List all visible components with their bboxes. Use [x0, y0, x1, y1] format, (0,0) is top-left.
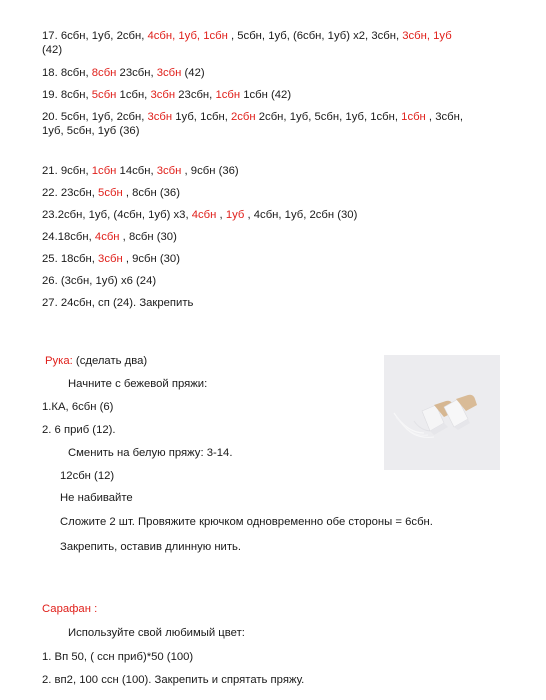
round-25: 25. 18сбн, 3сбн , 9сбн (30) [42, 253, 180, 265]
arm-step-1: 1.КА, 6сбн (6) [42, 401, 114, 413]
round-17-continued: (42) [42, 44, 63, 56]
arm-color-change: Сменить на белую пряжу: 3-14. [68, 447, 233, 459]
arm-fold-instruction: Сложите 2 шт. Провяжите крючком одновременно обе стороны = 6сбн. [60, 516, 433, 528]
round-27: 27. 24сбн, сп (24). Закрепить [42, 297, 194, 309]
round-19: 19. 8сбн, 5сбн 1сбн, 3сбн 23сбн, 1сбн 1сбн (42) [42, 89, 292, 101]
arm-finish: Закрепить, оставив длинную нить. [60, 541, 242, 553]
round-20-continued: 1уб, 5сбн, 1уб (36) [42, 125, 140, 137]
round-21: 21. 9сбн, 1сбн 14сбн, 3сбн , 9сбн (36) [42, 165, 239, 177]
dress-step-2: 2. вп2, 100 ссн (100). Закрепить и спрятать пряжу. [42, 674, 305, 686]
dress-heading: Сарафан : [42, 603, 98, 615]
round-20: 20. 5сбн, 1уб, 2сбн, 3сбн 1уб, 1сбн, 2сбн 2сбн, 1уб, 5сбн, 1уб, 1сбн, 1сбн , 3сбн, [42, 111, 463, 123]
arm-rows: 12сбн (12) [60, 470, 115, 482]
arms-photo [384, 355, 500, 470]
round-17: 17. 6сбн, 1уб, 2сбн, 4сбн, 1уб, 1сбн , 5сбн, 1уб, (6сбн, 1уб) x2, 3сбн, 3сбн, 1уб [42, 30, 452, 42]
crochet-arms-illustration [384, 355, 500, 470]
arm-no-stuffing: Не набивайте [60, 492, 133, 504]
round-18: 18. 8сбн, 8сбн 23сбн, 3сбн (42) [42, 67, 205, 79]
round-24: 24.18сбн, 4сбн , 8сбн (30) [42, 231, 177, 243]
dress-step-1: 1. Вп 50, ( ссн приб)*50 (100) [42, 651, 194, 663]
round-22: 22. 23сбн, 5сбн , 8сбн (36) [42, 187, 180, 199]
dress-intro: Используйте свой любимый цвет: [68, 627, 245, 639]
round-26: 26. (3сбн, 1уб) x6 (24) [42, 275, 157, 287]
round-23: 23.2сбн, 1уб, (4сбн, 1уб) x3, 4сбн , 1уб , 4сбн, 1уб, 2сбн (30) [42, 209, 358, 221]
arm-heading: Рука: (сделать два) [45, 355, 148, 367]
arm-start-instruction: Начните с бежевой пряжи: [68, 378, 208, 390]
arm-step-2: 2. 6 приб (12). [42, 424, 116, 436]
